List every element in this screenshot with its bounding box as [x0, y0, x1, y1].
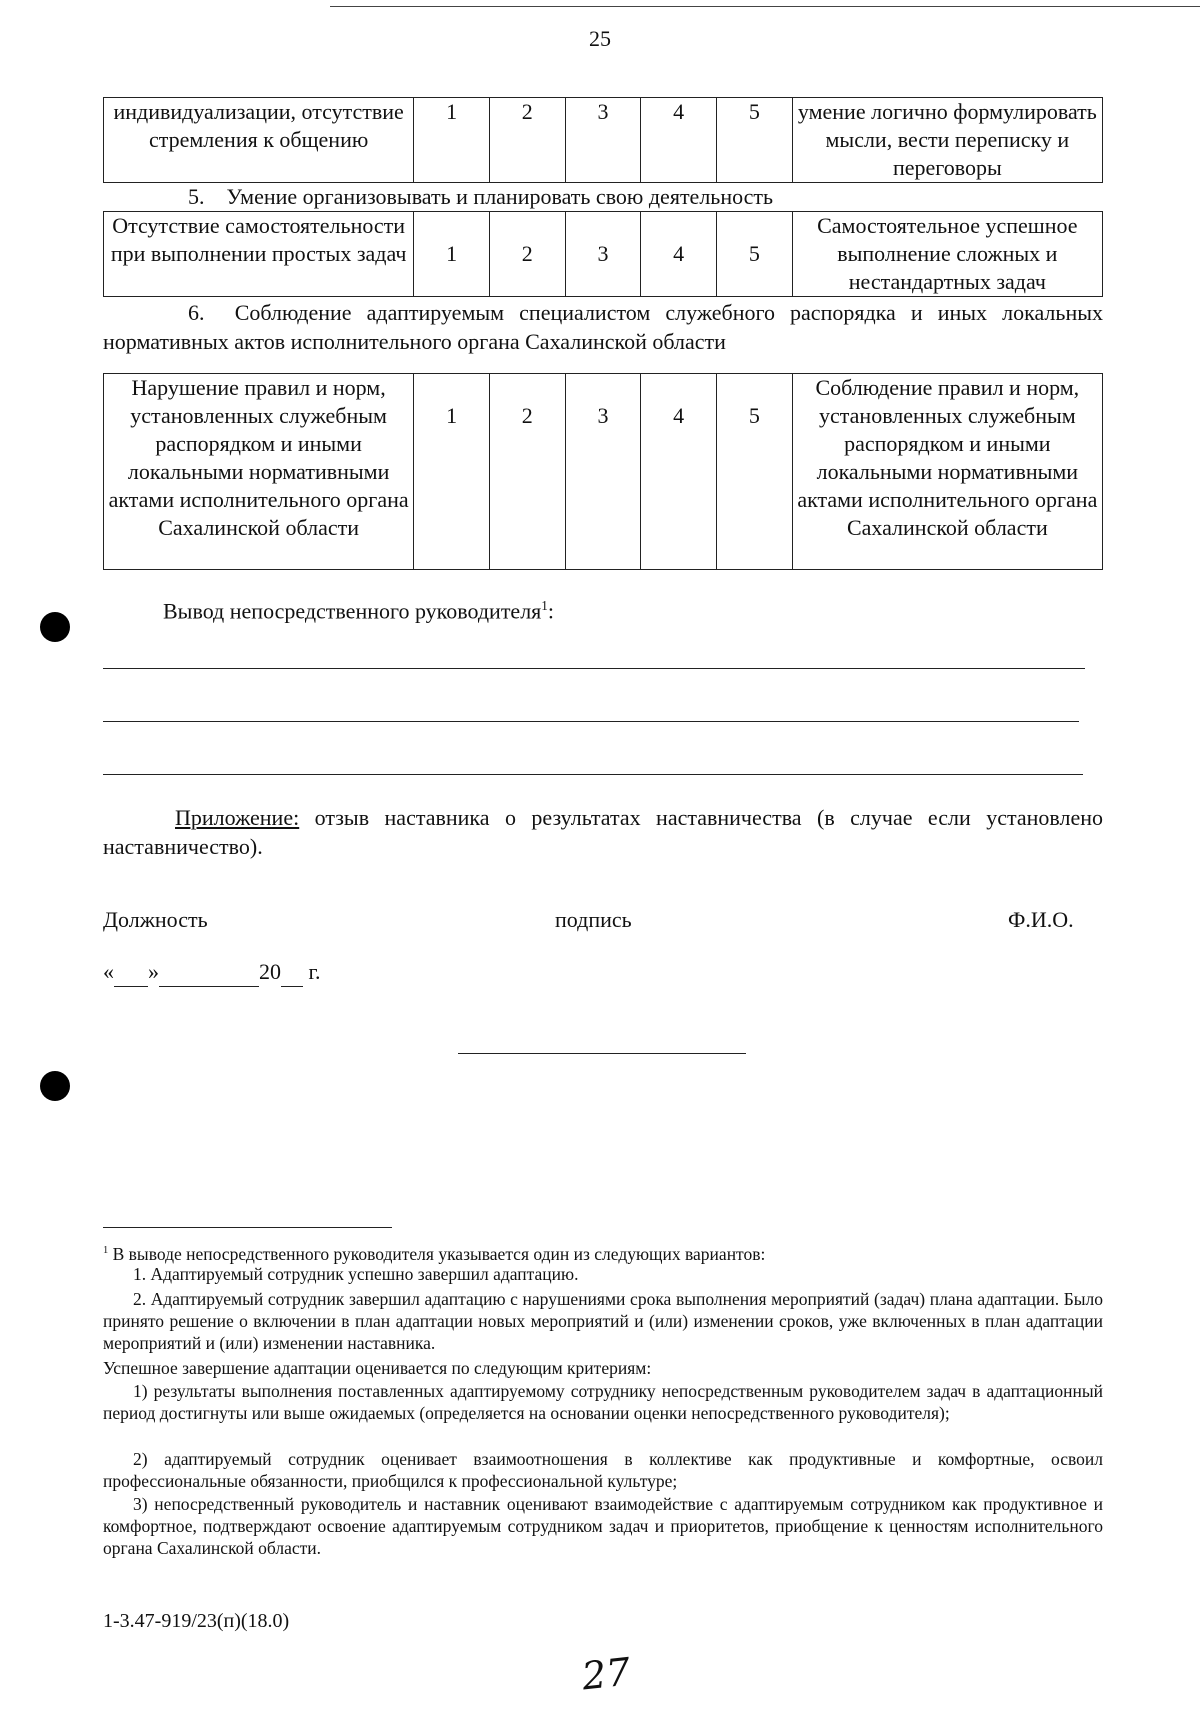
section-5-heading [188, 183, 773, 211]
day-blank [114, 958, 148, 987]
score-cell: 1 [414, 374, 490, 570]
date-open-quote: « [103, 959, 114, 984]
appendix-paragraph [103, 803, 1103, 861]
scale-table-section-6 [103, 373, 1103, 570]
score-cell: 4 [641, 212, 717, 297]
punch-hole-mark [40, 612, 70, 642]
section-title: Соблюдение адаптируемым специалистом служебного распорядка и иных локальных нормативных актов исполнительного органа Сахалинской области [103, 300, 1104, 354]
footnote-mark: 1 [103, 1245, 109, 1256]
scale-left-description: Нарушение правил и норм, установленных служебным распорядком и иными локальными нормативными актами исполнительного органа Сахалинской области [104, 374, 414, 570]
scale-table-continued [103, 97, 1103, 183]
punch-hole-mark [40, 1071, 70, 1101]
footnote-intro-text: В выводе непосредственного руководителя указывается один из следующих вариантов: [108, 1243, 766, 1264]
score-cell: 3 [565, 212, 641, 297]
conclusion-label [163, 592, 554, 625]
footnote-criterion-2: 2) адаптируемый сотрудник оценивает взаимоотношения в коллективе как продуктивные и комфортные, освоил профессиональные обязанности, приобщился к профессиональной культуре; [103, 1449, 1103, 1491]
year-prefix: 20 [259, 959, 281, 984]
conclusion-line [103, 721, 1079, 722]
footnote-criteria-intro: Успешное завершение адаптации оценивается по следующим критериям: [103, 1358, 652, 1378]
table-row [104, 374, 1103, 570]
section-6-heading [103, 298, 1103, 356]
scale-left-description: Отсутствие самостоятельности при выполнении простых задач [104, 212, 414, 297]
scale-right-description: Самостоятельное успешное выполнение сложных и нестандартных задач [792, 212, 1102, 297]
table-row [104, 212, 1103, 297]
page-number: 25 [589, 26, 611, 51]
score-cell: 1 [414, 212, 490, 297]
score-cell: 3 [565, 98, 641, 183]
scale-left-description: индивидуализации, отсутствие стремления к общению [104, 98, 414, 183]
table-row [104, 98, 1103, 183]
signature-position: Должность [103, 907, 208, 932]
footnote-criterion-1: 1) результаты выполнения поставленных адаптируемому сотруднику непосредственным руководителем задач в адаптационный период достигнуты или выше ожидаемых (определяется на основании оценки непосредственного руководителя); [103, 1381, 1103, 1423]
score-cell: 3 [565, 374, 641, 570]
handwritten-page-number: 27 [579, 1649, 633, 1699]
section-title: Умение организовывать и планировать свою деятельность [226, 184, 774, 209]
top-rule [330, 6, 1200, 7]
signature-name: Ф.И.О. [1008, 907, 1074, 932]
score-cell: 4 [641, 98, 717, 183]
document-code: 1-3.47-919/23(п)(18.0) [103, 1610, 290, 1632]
date-line [103, 958, 321, 987]
score-cell: 2 [489, 212, 565, 297]
footnote-item-2: 2. Адаптируемый сотрудник завершил адаптацию с нарушениями срока выполнения мероприятий (задач) плана адаптации. Было принято решение о включении в план адаптации новых мероприятий и (или) изменении сроков, уже включенных в план адаптации мероприятий и (или) изменении наставника. [103, 1289, 1103, 1353]
score-cell: 5 [717, 212, 793, 297]
section-number: 5. [188, 184, 205, 209]
score-cell: 1 [414, 98, 490, 183]
year-suffix: г. [303, 959, 321, 984]
section-number: 6. [188, 300, 205, 325]
score-cell: 2 [489, 374, 565, 570]
appendix-text: отзыв наставника о результатах наставничества (в случае если установлено наставничество). [103, 805, 1103, 859]
scale-right-description: Соблюдение правил и норм, установленных служебным распорядком и иными локальными нормативными актами исполнительного органа Сахалинской области [792, 374, 1102, 570]
conclusion-colon: : [547, 598, 555, 624]
conclusion-text: Вывод непосредственного руководителя [163, 598, 542, 624]
month-blank [159, 958, 259, 987]
scale-table-section-5 [103, 211, 1103, 297]
conclusion-line [103, 774, 1083, 775]
score-cell: 5 [717, 374, 793, 570]
score-cell: 5 [717, 98, 793, 183]
score-cell: 2 [489, 98, 565, 183]
footnote-separator [103, 1227, 392, 1228]
footnote-criterion-3: 3) непосредственный руководитель и наставник оценивают взаимодействие с адаптируемым сотрудником как продуктивное и комфортное, подтверждают освоение адаптируемым сотрудником задач и приоритетов, приобщение к ценностям исполнительного органа Сахалинской области. [103, 1494, 1103, 1558]
signature-sign: подпись [555, 907, 632, 932]
footnote-intro [103, 1240, 1103, 1265]
scale-right-description: умение логично формулировать мысли, вести переписку и переговоры [792, 98, 1102, 183]
conclusion-line [103, 668, 1085, 669]
date-close-quote: » [148, 959, 159, 984]
score-cell: 4 [641, 374, 717, 570]
appendix-label: Приложение: [175, 805, 300, 830]
footnote-ref: 1 [541, 598, 548, 613]
year-blank [281, 958, 303, 987]
end-separator [458, 1053, 746, 1054]
footnote-item-1: 1. Адаптируемый сотрудник успешно завершил адаптацию. [133, 1264, 579, 1284]
